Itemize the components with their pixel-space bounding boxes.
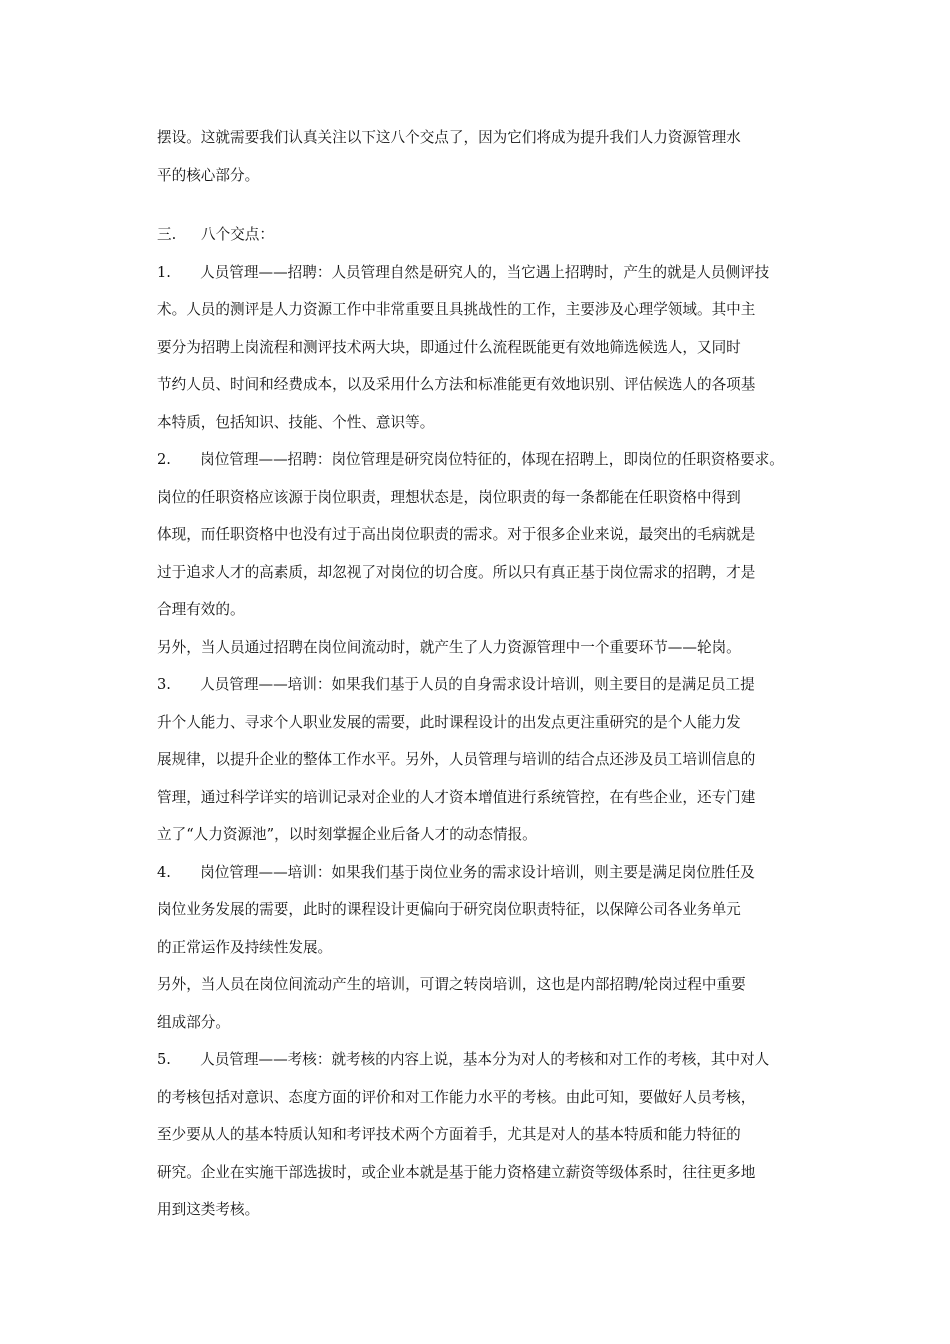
paragraph-rotation-note bbox=[157, 629, 807, 667]
text-line: 管理，通过科学详实的培训记录对企业的人才资本增值进行系统管控，在有些企业，还专门建 bbox=[157, 788, 756, 806]
text-line: 的正常运作及持续性发展。 bbox=[157, 938, 333, 956]
text-line: 升个人能力、寻求个人职业发展的需要，此时课程设计的出发点更注重研究的是个人能力发 bbox=[157, 713, 741, 731]
paragraph-transfer-note bbox=[157, 966, 807, 1041]
text-line: 体现，而任职资格中也没有过于高出岗位职责的需求。对于很多企业来说，最突出的毛病就是 bbox=[157, 526, 756, 543]
document-page bbox=[157, 119, 807, 1229]
text-line: 术。人员的测评是人力资源工作中非常重要且具挑战性的工作，主要涉及心理学领域。其中主 bbox=[157, 301, 756, 318]
text-line: 2. 岗位管理——招聘：岗位管理是研究岗位特征的，体现在招聘上，即岗位的任职资格要求。 bbox=[157, 451, 784, 468]
text-line: 研究。企业在实施干部选拔时，或企业本就是基于能力资格建立薪资等级体系时，往往更多地 bbox=[157, 1163, 756, 1181]
section-number: 三. bbox=[157, 226, 177, 243]
text-line: 4. 岗位管理——培训：如果我们基于岗位业务的需求设计培训，则主要是满足岗位胜任及 bbox=[157, 863, 755, 881]
text-line: 立了“人力资源池”，以时刻掌握企业后备人才的动态情报。 bbox=[157, 826, 537, 843]
paragraph-2 bbox=[157, 441, 807, 629]
text-line: 本特质，包括知识、技能、个性、意识等。 bbox=[157, 413, 435, 431]
text-line: 节约人员、时间和经费成本，以及采用什么方法和标准能更有效地识别、评估候选人的各项基 bbox=[157, 376, 756, 393]
text-line: 摆设。这就需要我们认真关注以下这八个交点了，因为它们将成为提升我们人力资源管理水 bbox=[157, 129, 741, 146]
text-line: 3. 人员管理——培训：如果我们基于人员的自身需求设计培训，则主要目的是满足员工提 bbox=[157, 676, 755, 693]
intro-paragraph bbox=[157, 119, 807, 194]
section-heading bbox=[157, 216, 807, 254]
text-line: 至少要从人的基本特质认知和考评技术两个方面着手，尤其是对人的基本特质和能力特征的 bbox=[157, 1126, 741, 1143]
text-line: 要分为招聘上岗流程和测评技术两大块，即通过什么流程既能更有效地筛选候选人，又同时 bbox=[157, 338, 741, 356]
text-line: 过于追求人才的高素质，却忽视了对岗位的切合度。所以只有真正基于岗位需求的招聘，才是 bbox=[157, 563, 756, 581]
section-title: 八个交点： bbox=[201, 226, 274, 243]
paragraph-5 bbox=[157, 1041, 807, 1229]
paragraph-3 bbox=[157, 666, 807, 854]
text-line: 平的核心部分。 bbox=[157, 166, 260, 184]
text-line: 岗位的任职资格应该源于岗位职责，理想状态是，岗位职责的每一条都能在任职资格中得到 bbox=[157, 488, 741, 506]
text-line: 另外，当人员通过招聘在岗位间流动时，就产生了人力资源管理中一个重要环节——轮岗。 bbox=[157, 638, 741, 656]
text-line: 另外，当人员在岗位间流动产生的培训，可谓之转岗培训，这也是内部招聘/轮岗过程中重要 bbox=[157, 976, 746, 993]
text-line: 合理有效的。 bbox=[157, 601, 245, 618]
text-line: 1. 人员管理——招聘：人员管理自然是研究人的，当它遇上招聘时，产生的就是人员侧评技 bbox=[157, 263, 770, 281]
text-line: 岗位业务发展的需要，此时的课程设计更偏向于研究岗位职责特征，以保障公司各业务单元 bbox=[157, 901, 741, 918]
paragraph-4 bbox=[157, 854, 807, 967]
text-line: 5. 人员管理——考核：就考核的内容上说，基本分为对人的考核和对工作的考核，其中对人 bbox=[157, 1051, 770, 1068]
paragraph-1 bbox=[157, 254, 807, 442]
text-line: 组成部分。 bbox=[157, 1013, 230, 1031]
text-line: 的考核包括对意识、态度方面的评价和对工作能力水平的考核。由此可知，要做好人员考核， bbox=[157, 1088, 756, 1106]
text-line: 用到这类考核。 bbox=[157, 1201, 260, 1218]
text-line: 展规律，以提升企业的整体工作水平。另外，人员管理与培训的结合点还涉及员工培训信息的 bbox=[157, 751, 756, 768]
